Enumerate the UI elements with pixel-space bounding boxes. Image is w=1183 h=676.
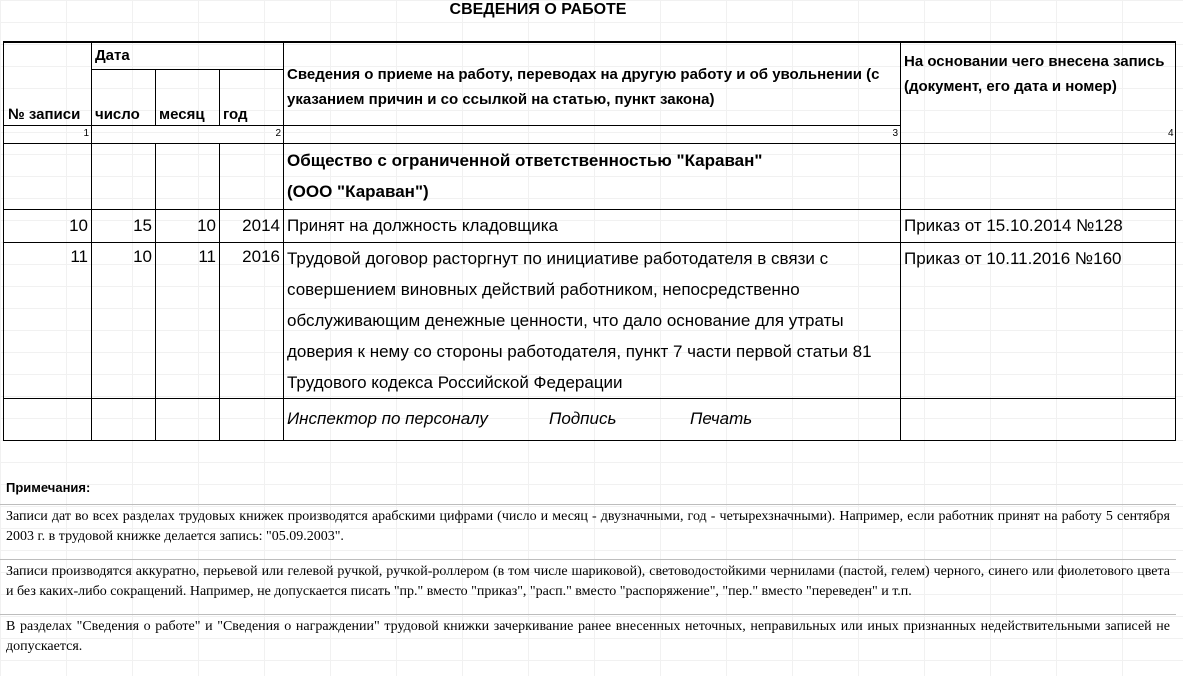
header-basis: На основании чего внесена запись (документ, его дата и номер) <box>901 42 1176 143</box>
empty-cell <box>156 143 220 209</box>
signature-stamp: Печать <box>690 409 753 428</box>
record-day: 15 <box>92 209 156 242</box>
notes-section <box>0 474 1176 663</box>
record-info: Трудовой договор расторгнут по инициативе работодателя в связи с совершением виновных действий работником, непосредственно обслуживающим денежные ценности, что дало основание для утраты доверия к нему со стороны работодателя, пункт 7 части первой статьи 81 Трудового кодекса Российской Федерации <box>284 242 901 398</box>
organization-line-1: Общество с ограниченной ответственностью "Караван" <box>287 151 763 170</box>
column-number: 2 <box>92 125 284 143</box>
record-year: 2016 <box>220 242 284 398</box>
notes-title: Примечания: <box>6 480 91 495</box>
record-no: 11 <box>4 242 92 398</box>
table-row <box>4 242 1176 398</box>
signature-inspector: Инспектор по персоналу <box>287 409 488 428</box>
record-day: 10 <box>92 242 156 398</box>
record-basis: Приказ от 15.10.2014 №128 <box>901 209 1176 242</box>
empty-cell <box>901 143 1176 209</box>
signature-row <box>4 398 1176 440</box>
column-number: 4 <box>1168 128 1174 139</box>
header-day: число <box>92 69 156 125</box>
header-date: Дата <box>92 42 284 69</box>
signature-line <box>284 398 901 440</box>
record-no: 10 <box>4 209 92 242</box>
signature-sign: Подпись <box>549 409 617 428</box>
record-basis: Приказ от 10.11.2016 №160 <box>901 242 1176 398</box>
empty-cell <box>4 398 92 440</box>
empty-cell <box>220 398 284 440</box>
record-month: 10 <box>156 209 220 242</box>
empty-cell <box>92 143 156 209</box>
empty-cell <box>92 398 156 440</box>
empty-cell <box>901 398 1176 440</box>
note-item: В разделах "Сведения о работе" и "Сведения о награждении" трудовой книжки зачеркивание ранее внесенных неточных, неправильных или иных признанных недействительными записей не допускается. <box>0 614 1176 663</box>
empty-cell <box>156 398 220 440</box>
page-title: СВЕДЕНИЯ О РАБОТЕ <box>449 1 627 18</box>
work-records-table <box>3 41 1176 441</box>
column-number: 3 <box>284 125 901 143</box>
organization-name <box>284 143 901 209</box>
header-info: Сведения о приеме на работу, переводах на другую работу и об увольнении (с указанием причин и со ссылкой на статью, пункт закона) <box>284 42 901 125</box>
organization-row <box>4 143 1176 209</box>
record-info: Принят на должность кладовщика <box>284 209 901 242</box>
header-row-top <box>4 42 1176 69</box>
table-row <box>4 209 1176 242</box>
header-year: год <box>220 69 284 125</box>
record-month: 11 <box>156 242 220 398</box>
record-year: 2014 <box>220 209 284 242</box>
note-item: Записи дат во всех разделах трудовых книжек производятся арабскими цифрами (число и месяц - двузначными, год - четырехзначными). Например, если работник принят на работу 5 сентября 2003 г. в трудовой книжке делается запись: "05.09.2003". <box>0 504 1176 553</box>
note-item: Записи производятся аккуратно, перьевой или гелевой ручкой, ручкой-роллером (в том числе шариковой), световодостойкими чернилами (пастой, гелем) черного, синего или фиолетового цвета и без каких-либо сокращений. Например, не допускается писать "пр." вместо "приказ", "расп." вместо "распоряжение", "пер." вместо "переведен" и т.п. <box>0 559 1176 608</box>
empty-cell <box>220 143 284 209</box>
header-month: месяц <box>156 69 220 125</box>
organization-line-2: (ООО "Караван") <box>287 182 429 201</box>
column-number: 1 <box>4 125 92 143</box>
header-record-no: № записи <box>4 42 92 125</box>
empty-cell <box>4 143 92 209</box>
